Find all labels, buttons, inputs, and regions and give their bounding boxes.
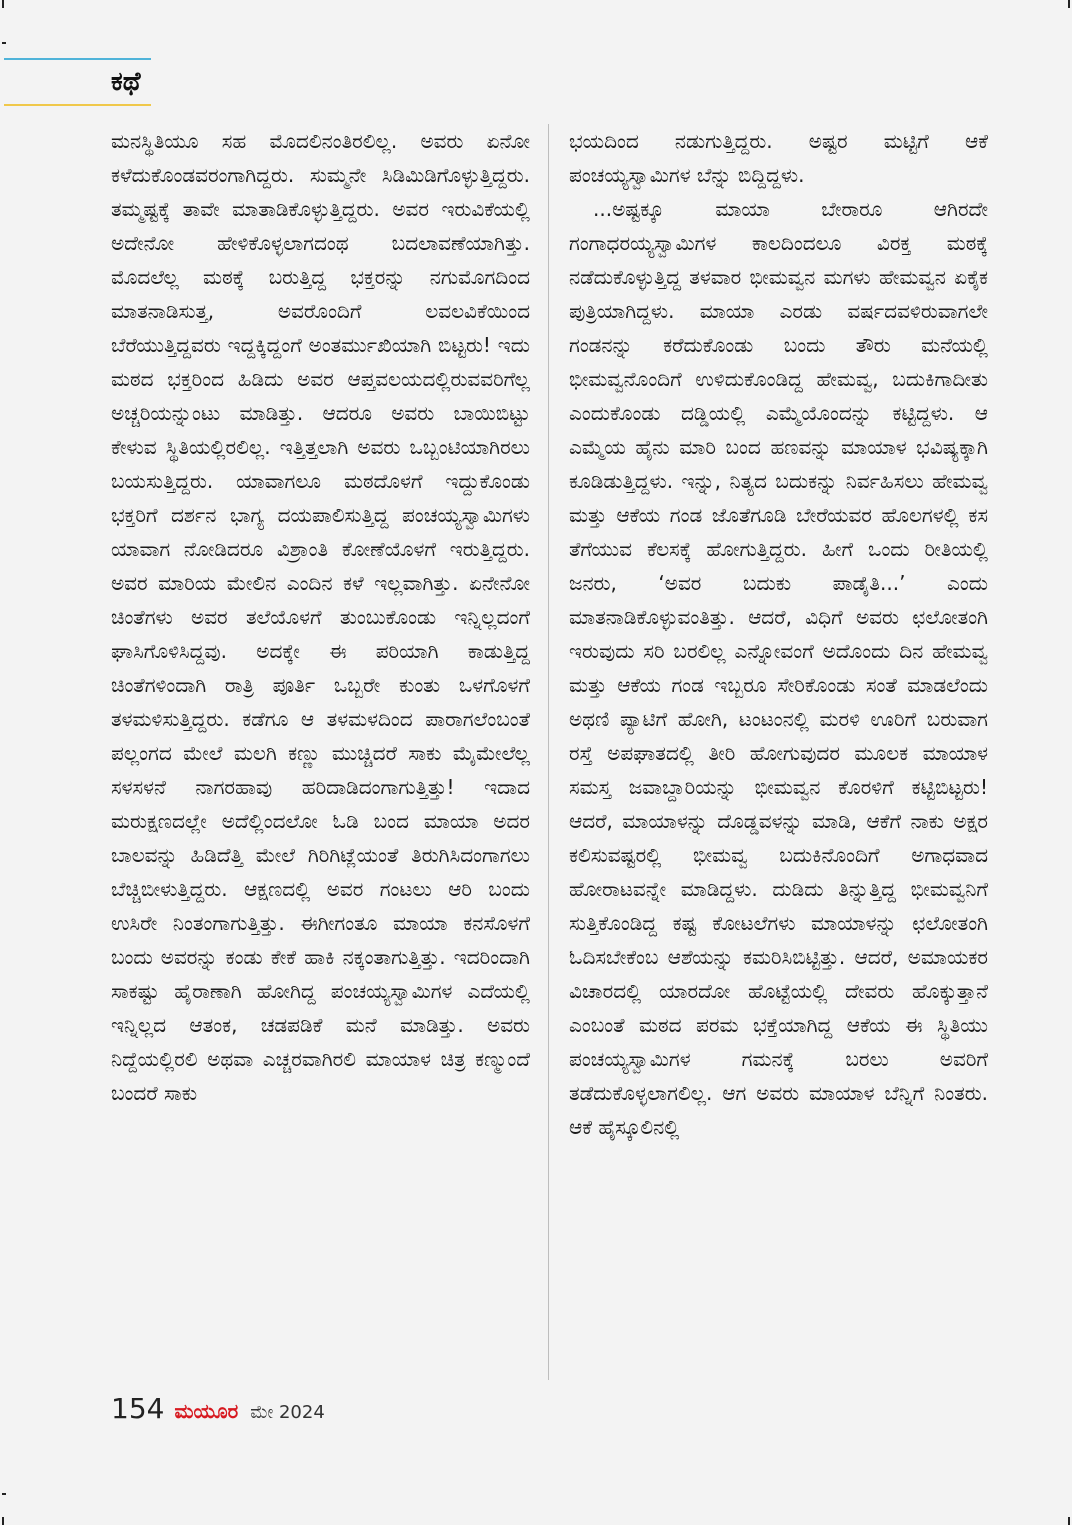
crop-mark-top-right xyxy=(1068,0,1070,8)
crop-mark-top-left xyxy=(2,0,4,8)
crop-mark-bottom-right xyxy=(1068,1517,1070,1525)
section-rule-top xyxy=(4,58,151,60)
crop-mark-bottom-left xyxy=(2,1517,4,1525)
paragraph: ...ಅಷ್ಟಕ್ಕೂ ಮಾಯಾ ಬೇರಾರೂ ಆಗಿರದೇ ಗಂಗಾಧರಯ್ಯಸ್ವಾಮಿಗಳ ಕಾಲದಿಂದಲೂ ವಿರಕ್ತ ಮಠಕ್ಕೆ ನಡೆದುಕೊಳ್ಳುತ್ತಿದ್ದ ತಳವಾರ ಭೀಮವ್ವನ ಮಗಳು ಹೇಮವ್ವನ ಏಕೈಕ ಪುತ್ರಿಯಾಗಿದ್ದಳು. ಮಾಯಾ ಎರಡು ವರ್ಷದವಳಿರುವಾಗಲೇ ಗಂಡನನ್ನು ಕರೆದುಕೊಂಡು ಬಂದು ತೌರು ಮನೆಯಲ್ಲಿ ಭೀಮವ್ವನೊಂದಿಗೆ ಉಳಿದುಕೊಂಡಿದ್ದ ಹೇಮವ್ವ, ಬದುಕಿಗಾದೀತು ಎಂದುಕೊಂಡು ದಡ್ಡಿಯಲ್ಲಿ ಎಮ್ಮೆಯೊಂದನ್ನು ಕಟ್ಟಿದ್ದಳು. ಆ ಎಮ್ಮೆಯ ಹೈನು ಮಾರಿ ಬಂದ ಹಣವನ್ನು ಮಾಯಾಳ ಭವಿಷ್ಯಕ್ಕಾಗಿ ಕೂಡಿಡುತ್ತಿದ್ದಳು. ಇನ್ನು, ನಿತ್ಯದ ಬದುಕನ್ನು ನಿರ್ವಹಿಸಲು ಹೇಮವ್ವ ಮತ್ತು ಆಕೆಯ ಗಂಡ ಜೊತೆಗೂಡಿ ಬೇರೆಯವರ ಹೊಲಗಳಲ್ಲಿ ಕಸ ತೆಗೆಯುವ ಕೆಲಸಕ್ಕೆ ಹೋಗುತ್ತಿದ್ದರು. ಹೀಗೆ ಒಂದು ರೀತಿಯಲ್ಲಿ ಜನರು, ‘ಅವರ ಬದುಕು ಪಾಡೈತಿ...’ ಎಂದು ಮಾತನಾಡಿಕೊಳ್ಳುವಂತಿತ್ತು. ಆದರೆ, ವಿಧಿಗೆ ಅವರು ಛಲೋತಂಗಿ ಇರುವುದು ಸರಿ ಬರಲಿಲ್ಲ ಎನ್ನೋವಂಗೆ ಅದೊಂದು ದಿನ ಹೇಮವ್ವ ಮತ್ತು ಆಕೆಯ ಗಂಡ ಇಬ್ಬರೂ ಸೇರಿಕೊಂಡು ಸಂತೆ ಮಾಡಲೆಂದು ಅಥಣಿ ಪ್ಯಾಟಿಗೆ ಹೋಗಿ, ಟಂಟಂನಲ್ಲಿ ಮರಳಿ ಊರಿಗೆ ಬರುವಾಗ ರಸ್ತೆ ಅಪಘಾತದಲ್ಲಿ ತೀರಿ ಹೋಗುವುದರ ಮೂಲಕ ಮಾಯಾಳ ಸಮಸ್ತ ಜವಾಬ್ದಾರಿಯನ್ನು ಭೀಮವ್ವನ ಕೊರಳಿಗೆ ಕಟ್ಟಿಬಿಟ್ಟರು! ಆದರೆ, ಮಾಯಾಳನ್ನು ದೊಡ್ಡವಳನ್ನು ಮಾಡಿ, ಆಕೆಗೆ ನಾಕು ಅಕ್ಷರ ಕಲಿಸುವಷ್ಟರಲ್ಲಿ ಭೀಮವ್ವ ಬದುಕಿನೊಂದಿಗೆ ಅಗಾಧವಾದ ಹೋರಾಟವನ್ನೇ ಮಾಡಿದ್ದಳು. ದುಡಿದು ತಿನ್ನುತ್ತಿದ್ದ ಭೀಮವ್ವನಿಗೆ ಸುತ್ತಿಕೊಂಡಿದ್ದ ಕಷ್ಟ ಕೋಟಲೆಗಳು ಮಾಯಾಳನ್ನು ಛಲೋತಂಗಿ ಓದಿಸಬೇಕೆಂಬ ಆಶೆಯನ್ನು ಕಮರಿಸಿಬಿಟ್ಟಿತ್ತು. ಆದರೆ, ಅಮಾಯಕರ ವಿಚಾರದಲ್ಲಿ ಯಾರದೋ ಹೊಟ್ಟೆಯಲ್ಲಿ ದೇವರು ಹೊಕ್ಕುತ್ತಾನೆ ಎಂಬಂತೆ ಮಠದ ಪರಮ ಭಕ್ತೆಯಾಗಿದ್ದ ಆಕೆಯ ಈ ಸ್ಥಿತಿಯು ಪಂಚಯ್ಯಸ್ವಾಮಿಗಳ ಗಮನಕ್ಕೆ ಬರಲು ಅವರಿಗೆ ತಡೆದುಕೊಳ್ಳಲಾಗಲಿಲ್ಲ. ಆಗ ಅವರು ಮಾಯಾಳ ಬೆನ್ನಿಗೆ ನಿಂತರು. ಆಕೆ ಹೈಸ್ಕೂಲಿನಲ್ಲಿ xyxy=(569,197,988,1139)
section-title: ಕಥೆ xyxy=(111,67,141,97)
column-divider xyxy=(548,124,549,1380)
issue-date: ಮೇ 2024 xyxy=(250,1402,325,1423)
paragraph: ಭಯದಿಂದ ನಡುಗುತ್ತಿದ್ದರು. ಅಷ್ಟರ ಮಟ್ಟಿಗೆ ಆಕೆ ಪಂಚಯ್ಯಸ್ವಾಮಿಗಳ ಬೆನ್ನು ಬಿದ್ದಿದ್ದಳು. xyxy=(569,129,988,187)
paragraph: ಮನಸ್ಥಿತಿಯೂ ಸಹ ಮೊದಲಿನಂತಿರಲಿಲ್ಲ. ಅವರು ಏನೋ ಕಳೆದುಕೊಂಡವರಂಗಾಗಿದ್ದರು. ಸುಮ್ಮನೇ ಸಿಡಿಮಿಡಿಗೊಳ್ಳುತ್ತಿದ್ದರು. ತಮ್ಮಷ್ಟಕ್ಕೆ ತಾವೇ ಮಾತಾಡಿಕೊಳ್ಳುತ್ತಿದ್ದರು. ಅವರ ಇರುವಿಕೆಯಲ್ಲಿ ಅದೇನೋ ಹೇಳಿಕೊಳ್ಳಲಾಗದಂಥ ಬದಲಾವಣೆಯಾಗಿತ್ತು. ಮೊದಲೆಲ್ಲ ಮಠಕ್ಕೆ ಬರುತ್ತಿದ್ದ ಭಕ್ತರನ್ನು ನಗುಮೊಗದಿಂದ ಮಾತನಾಡಿಸುತ್ತ, ಅವರೊಂದಿಗೆ ಲವಲವಿಕೆಯಿಂದ ಬೆರೆಯುತ್ತಿದ್ದವರು ಇದ್ದಕ್ಕಿದ್ದಂಗೆ ಅಂತರ್ಮುಖಿಯಾಗಿ ಬಿಟ್ಟರು! ಇದು ಮಠದ ಭಕ್ತರಿಂದ ಹಿಡಿದು ಅವರ ಆಪ್ತವಲಯದಲ್ಲಿರುವವರಿಗೆಲ್ಲ ಅಚ್ಚರಿಯನ್ನುಂಟು ಮಾಡಿತ್ತು. ಆದರೂ ಅವರು ಬಾಯಿಬಿಟ್ಟು ಕೇಳುವ ಸ್ಥಿತಿಯಲ್ಲಿರಲಿಲ್ಲ. ಇತ್ತಿತ್ತಲಾಗಿ ಅವರು ಒಬ್ಬಂಟಿಯಾಗಿರಲು ಬಯಸುತ್ತಿದ್ದರು. ಯಾವಾಗಲೂ ಮಠದೊಳಗೆ ಇದ್ದುಕೊಂಡು ಭಕ್ತರಿಗೆ ದರ್ಶನ ಭಾಗ್ಯ ದಯಪಾಲಿಸುತ್ತಿದ್ದ ಪಂಚಯ್ಯಸ್ವಾಮಿಗಳು ಯಾವಾಗ ನೋಡಿದರೂ ವಿಶ್ರಾಂತಿ ಕೋಣೆಯೊಳಗೆ ಇರುತ್ತಿದ್ದರು. ಅವರ ಮಾರಿಯ ಮೇಲಿನ ಎಂದಿನ ಕಳೆ ಇಲ್ಲವಾಗಿತ್ತು. ಏನೇನೋ ಚಿಂತೆಗಳು ಅವರ ತಲೆಯೊಳಗೆ ತುಂಬುಕೊಂಡು ಇನ್ನಿಲ್ಲದಂಗೆ ಘಾಸಿಗೊಳಿಸಿದ್ದವು. ಅದಕ್ಕೇ ಈ ಪರಿಯಾಗಿ ಕಾಡುತ್ತಿದ್ದ ಚಿಂತೆಗಳಿಂದಾಗಿ ರಾತ್ರಿ ಪೂರ್ತಿ ಒಬ್ಬರೇ ಕುಂತು ಒಳಗೊಳಗೆ ತಳಮಳಿಸುತ್ತಿದ್ದರು. ಕಡೆಗೂ ಆ ತಳಮಳದಿಂದ ಪಾರಾಗಲೆಂಬಂತೆ ಪಲ್ಲಂಗದ ಮೇಲೆ ಮಲಗಿ ಕಣ್ಣು ಮುಚ್ಚಿದರೆ ಸಾಕು ಮೈಮೇಲೆಲ್ಲ ಸಳಸಳನೆ ನಾಗರಹಾವು ಹರಿದಾಡಿದಂಗಾಗುತ್ತಿತ್ತು! ಇದಾದ ಮರುಕ್ಷಣದಲ್ಲೇ ಅದೆಲ್ಲಿಂದಲೋ ಓಡಿ ಬಂದ ಮಾಯಾ ಅದರ ಬಾಲವನ್ನು ಹಿಡಿದೆತ್ತಿ ಮೇಲೆ ಗಿರಿಗಿಟ್ಲೆಯಂತೆ ತಿರುಗಿಸಿದಂಗಾಗಲು ಬೆಚ್ಚಿಬೀಳುತ್ತಿದ್ದರು. ಆಕ್ಷಣದಲ್ಲಿ ಅವರ ಗಂಟಲು ಆರಿ ಬಂದು ಉಸಿರೇ ನಿಂತಂಗಾಗುತ್ತಿತ್ತು. ಈಗೀಗಂತೂ ಮಾಯಾ ಕನಸೊಳಗೆ ಬಂದು ಅವರನ್ನು ಕಂಡು ಕೇಕೆ ಹಾಕಿ ನಕ್ಕಂತಾಗುತ್ತಿತ್ತು. ಇದರಿಂದಾಗಿ ಸಾಕಷ್ಟು ಹೈರಾಣಾಗಿ ಹೋಗಿದ್ದ ಪಂಚಯ್ಯಸ್ವಾಮಿಗಳ ಎದೆಯಲ್ಲಿ ಇನ್ನಿಲ್ಲದ ಆತಂಕ, ಚಡಪಡಿಕೆ ಮನೆ ಮಾಡಿತ್ತು. ಅವರು ನಿದ್ದೆಯಲ್ಲಿರಲಿ ಅಥವಾ ಎಚ್ಚರವಾಗಿರಲಿ ಮಾಯಾಳ ಚಿತ್ರ ಕಣ್ಮುಂದೆ ಬಂದರೆ ಸಾಕು xyxy=(111,129,530,1105)
page-footer xyxy=(111,1392,325,1428)
magazine-logo: ಮಯೂರ xyxy=(174,1399,239,1423)
page-number: 154 xyxy=(111,1392,165,1425)
crop-mark-left xyxy=(2,42,6,44)
section-rule-bottom xyxy=(4,104,151,106)
article-column-left xyxy=(111,124,530,1380)
crop-mark-left-lower xyxy=(2,1493,6,1495)
article-column-right xyxy=(569,124,988,1380)
